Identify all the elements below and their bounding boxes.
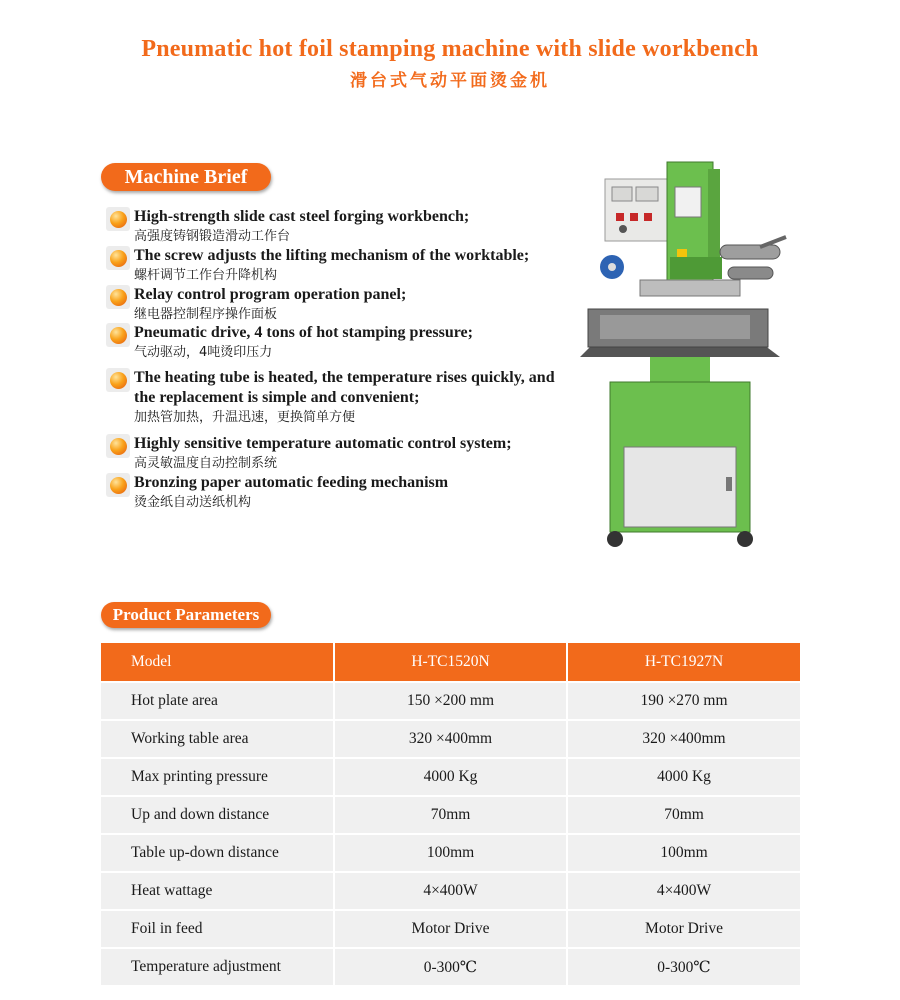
orange-ball-icon	[106, 323, 130, 347]
feature-text-en: Highly sensitive temperature automatic control system;	[134, 435, 512, 452]
machine-brief-label: Machine Brief	[101, 163, 271, 191]
feature-item	[106, 473, 586, 512]
feature-text-cn: 高强度铸钢锻造滑动工作台	[134, 229, 291, 244]
orange-ball-icon	[106, 246, 130, 270]
feature-item	[106, 285, 586, 324]
parameters-table	[101, 643, 800, 985]
feature-item	[106, 368, 556, 427]
column-header-h-tc1927n: H-TC1927N	[567, 643, 800, 682]
param-name-cell: Up and down distance	[101, 796, 334, 834]
param-value-cell: 4000 Kg	[567, 758, 800, 796]
param-name-cell: Table up-down distance	[101, 834, 334, 872]
column-header-model: Model	[101, 643, 334, 682]
table-header-row	[101, 643, 800, 682]
param-value-cell: 4×400W	[567, 872, 800, 910]
feature-text-cn: 加热管加热，升温迅速，更换简单方便	[134, 410, 356, 425]
param-value-cell: 4000 Kg	[334, 758, 567, 796]
feature-text-cn: 高灵敏温度自动控制系统	[134, 456, 278, 471]
feature-item	[106, 323, 586, 362]
column-header-h-tc1520n: H-TC1520N	[334, 643, 567, 682]
param-name-cell: Temperature adjustment	[101, 948, 334, 985]
param-name-cell: Max printing pressure	[101, 758, 334, 796]
param-name-cell: Foil in feed	[101, 910, 334, 948]
table-row	[101, 872, 800, 910]
orange-ball-icon	[106, 285, 130, 309]
feature-text-en: Bronzing paper automatic feeding mechanism	[134, 474, 449, 491]
param-value-cell: 0-300℃	[567, 948, 800, 985]
table-row	[101, 796, 800, 834]
param-value-cell: Motor Drive	[567, 910, 800, 948]
page-title: Pneumatic hot foil stamping machine with slide workbench	[141, 36, 759, 62]
feature-text-cn: 继电器控制程序操作面板	[134, 307, 278, 322]
param-value-cell: 190 ×270 mm	[567, 682, 800, 720]
stamping-machine-image	[580, 157, 802, 552]
param-name-cell: Heat wattage	[101, 872, 334, 910]
feature-item	[106, 434, 586, 473]
feature-text-en: Pneumatic drive, 4 tons of hot stamping pressure;	[134, 324, 473, 341]
table-row	[101, 834, 800, 872]
feature-item	[106, 246, 586, 285]
orange-ball-icon	[106, 368, 130, 392]
page-title-chinese: 滑台式气动平面烫金机	[350, 71, 550, 91]
orange-ball-icon	[106, 434, 130, 458]
param-value-cell: 0-300℃	[334, 948, 567, 985]
feature-text-en: Relay control program operation panel;	[134, 286, 407, 303]
param-value-cell: 100mm	[334, 834, 567, 872]
table-row	[101, 910, 800, 948]
param-value-cell: 70mm	[567, 796, 800, 834]
param-name-cell: Working table area	[101, 720, 334, 758]
table-row	[101, 682, 800, 720]
feature-text-cn: 螺杆调节工作台升降机构	[134, 268, 278, 283]
param-value-cell: 320 ×400mm	[334, 720, 567, 758]
param-value-cell: 100mm	[567, 834, 800, 872]
param-value-cell: Motor Drive	[334, 910, 567, 948]
param-value-cell: 320 ×400mm	[567, 720, 800, 758]
table-row	[101, 720, 800, 758]
param-value-cell: 70mm	[334, 796, 567, 834]
orange-ball-icon	[106, 207, 130, 231]
feature-text-en: The screw adjusts the lifting mechanism of the worktable;	[134, 247, 530, 264]
feature-text-en: The heating tube is heated, the temperature rises quickly, and the replacement is simple and convenient;	[134, 369, 555, 406]
feature-item	[106, 207, 586, 246]
orange-ball-icon	[106, 473, 130, 497]
param-name-cell: Hot plate area	[101, 682, 334, 720]
feature-text-cn: 烫金纸自动送纸机构	[134, 495, 252, 510]
product-parameters-label: Product Parameters	[101, 602, 271, 628]
feature-text-en: High-strength slide cast steel forging workbench;	[134, 208, 470, 225]
table-row	[101, 948, 800, 985]
param-value-cell: 150 ×200 mm	[334, 682, 567, 720]
feature-text-cn: 气动驱动，4吨烫印压力	[134, 345, 273, 360]
table-row	[101, 758, 800, 796]
param-value-cell: 4×400W	[334, 872, 567, 910]
